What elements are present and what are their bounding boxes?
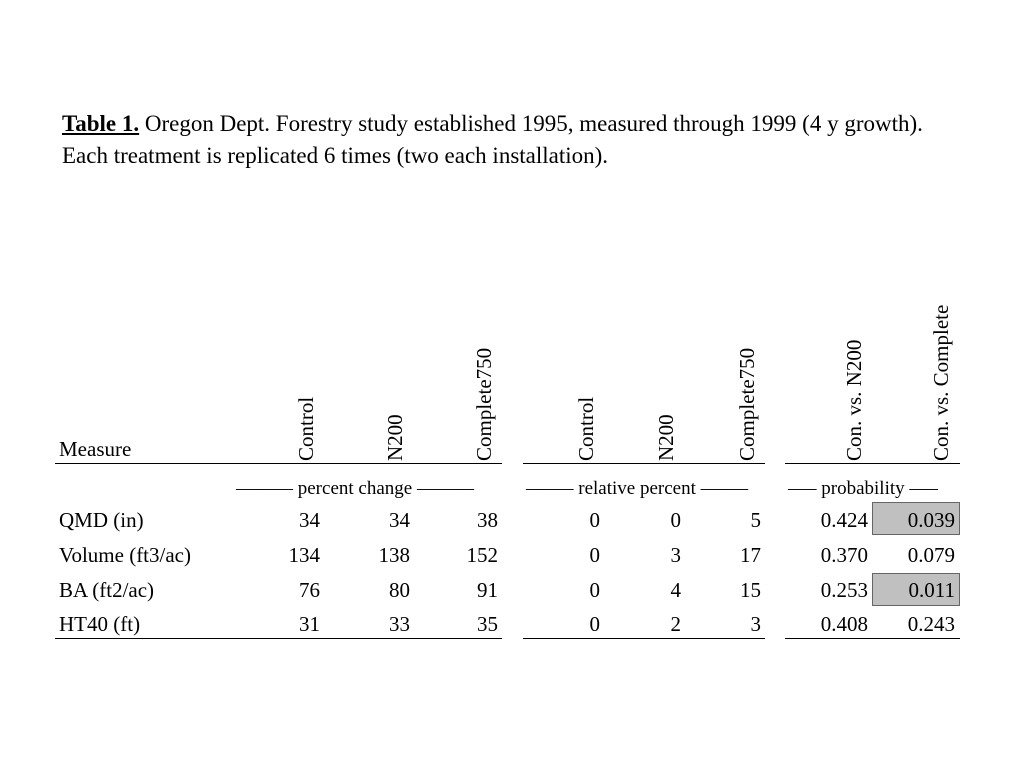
caption-lead: Table 1. [62, 111, 140, 136]
cell: 4 [670, 578, 681, 602]
cell: 35 [477, 612, 498, 636]
cell: 0.079 [907, 543, 955, 567]
bottom-rule-right [785, 638, 960, 639]
cell: 34 [299, 508, 320, 532]
cell: 34 [389, 508, 410, 532]
header-rule-right [785, 463, 960, 464]
cell: 38 [477, 508, 498, 532]
caption-text: Oregon Dept. Forestry study established 1995, measured through 1999 (4 y growth). Each treatment is replicated 6 times (two each installation). [62, 111, 923, 168]
cell: 0 [589, 578, 600, 602]
col-header-con-vs-complete: Con. vs. Complete [929, 304, 953, 461]
col-header-control-rel: Control [574, 396, 598, 461]
cell: 2 [670, 612, 681, 636]
cell: 0 [589, 543, 600, 567]
cell: 0.243 [907, 612, 955, 636]
col-header-con-vs-n200: Con. vs. N200 [842, 339, 866, 461]
row-measure: Volume (ft3/ac) [59, 543, 191, 567]
row-measure: BA (ft2/ac) [59, 578, 155, 602]
cell: 0.424 [820, 508, 868, 532]
cell: 31 [299, 612, 320, 636]
cell: 0 [589, 508, 600, 532]
band-percent-change: –––––– percent change –––––– [236, 478, 474, 499]
col-header-complete750-rel: Complete750 [735, 347, 759, 461]
cell: 0 [670, 508, 681, 532]
cell: 15 [740, 578, 761, 602]
cell: 152 [466, 543, 498, 567]
header-rule-middle [523, 463, 765, 464]
band-relative-percent: ––––– relative percent ––––– [526, 478, 749, 499]
cell: 5 [750, 508, 761, 532]
row-measure: QMD (in) [59, 508, 144, 532]
cell: 134 [288, 543, 320, 567]
col-header-n200-pct: N200 [383, 414, 407, 461]
cell: 0.370 [820, 543, 868, 567]
band-probability: ––– probability ––– [788, 478, 938, 499]
cell: 33 [389, 612, 410, 636]
measure-header: Measure [59, 437, 132, 461]
cell: 0.253 [820, 578, 868, 602]
cell: 91 [477, 578, 498, 602]
bottom-rule-left [55, 638, 502, 639]
cell-highlighted: 0.011 [908, 578, 955, 602]
cell: 0.408 [820, 612, 868, 636]
cell: 17 [740, 543, 761, 567]
table-caption [62, 108, 962, 172]
cell: 3 [750, 612, 761, 636]
row-measure: HT40 (ft) [59, 612, 141, 636]
col-header-control-pct: Control [294, 396, 318, 461]
col-header-complete750-pct: Complete750 [472, 347, 496, 461]
header-rule-left [55, 463, 502, 464]
cell-highlighted: 0.039 [907, 508, 955, 532]
cell: 138 [378, 543, 410, 567]
cell: 3 [670, 543, 681, 567]
cell: 76 [299, 578, 320, 602]
bottom-rule-middle [523, 638, 765, 639]
cell: 80 [389, 578, 410, 602]
cell: 0 [589, 612, 600, 636]
col-header-n200-rel: N200 [654, 414, 678, 461]
